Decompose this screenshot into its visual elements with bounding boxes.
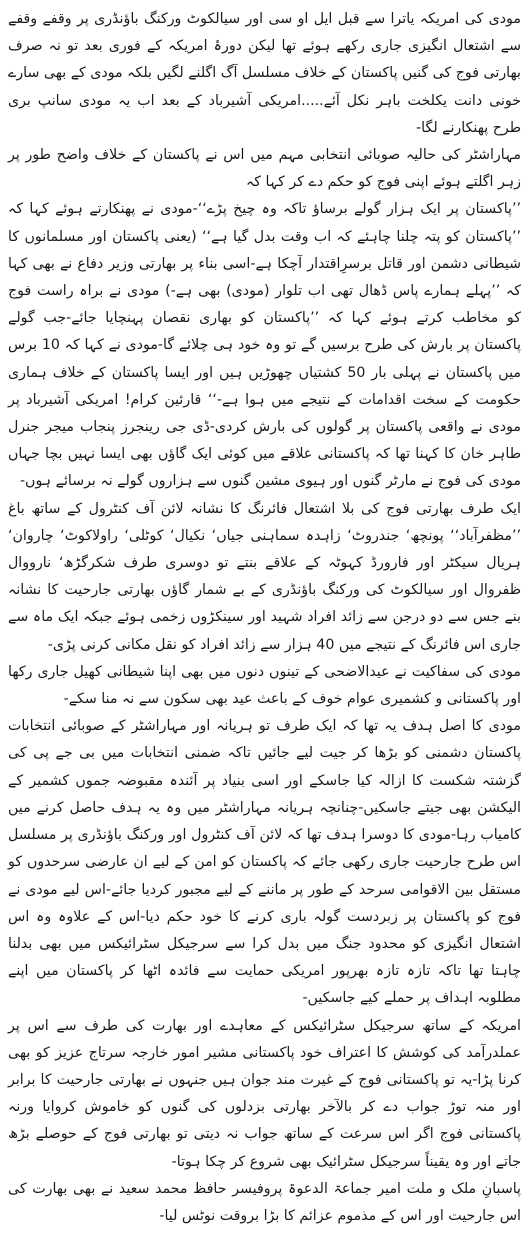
article-paragraph: مودی کا اصل ہدف یہ تھا کہ ایک طرف تو ہریانہ اور مہاراشٹر کے صوبائی انتخابات پاکستان دشمنی کو بڑھا کر جیت لیے جائیں تاکہ ضمنی انتخابات میں بی جے پی کی گزشتہ شکست کا ازالہ کیا جاسکے اور اسی بنیاد پر آئندہ مقبوضہ جموں کشمیر کے الیکشن بھی جیتے جاسکیں-چنانچہ ہریانہ مہاراشٹر میں وہ یہ ہدف حاصل کرنے میں کامیاب رہا-مودی کا دوسرا ہدف تھا کہ لائن آف کنٹرول اور ورکنگ باؤنڈری پر مسلسل اس طرح جارحیت جاری رکھی جائے کہ پاکستان کو امن کے لیے ان عارضی سرحدوں کو مستقل بین الاقوامی سرحد کے طور پر ماننے کے لیے مجبور کردیا جائے-اس لیے مودی نے فوج کو پاکستان پر زبردست گولہ باری کرنے کا خود حکم دیا-اس کے علاوہ وہ اس اشتعال انگیزی کو محدود جنگ میں بدل کرا سے سرجیکل سٹرائیکس میں بھی بدلنا چاہتا تھا تاکہ تازہ تازہ بھرپور امریکی حمایت سے فائدہ اٹھا کر پاکستان میں اپنے مطلوبہ اہداف پر حملے کیے جاسکیں- <box>8 718 521 1007</box>
article-paragraph: ’’پاکستان پر ایک ہزار گولے برساؤ تاکہ وہ چیخ پڑے‘‘-مودی نے پھنکارتے ہوئے کہا کہ ’’پاکستان کو پتہ چلنا چاہئے کہ اب وقت بدل گیا ہے‘‘ (یعنی پاکستان اور مسلمانوں کا شیطانی دشمن اور قاتل برسرِاقتدار آچکا ہے-اسی بناء پر بھارتی وزیر دفاع نے بھی کہا کہ ’’پہلے ہمارے پاس ڈھال تھی اب تلوار (مودی) بھی ہے-) مودی نے براہ راست فوج کو مخاطب کرتے ہوئے کہا کہ ’’پاکستان کو بھاری نقصان پہنچایا جائے-جب گولے پاکستان پر بارش کی طرح برسیں گے تو وہ خود ہی چلائے گا-مودی نے کہا کہ 10 برس میں پاکستان نے پہلی بار 50 کشتیاں چھوڑیں ہیں اور ایسا پاکستان کے خلاف ہماری حکومت کے سخت اقدامات کے نتیجے میں ہوا ہے-‘‘ قارئین کرام! امریکی آشیرباد پر مودی نے واقعی پاکستان پر گولوں کی بارش کردی-ڈی جی رینجرز پنجاب میجر جنرل طاہر خان کا کہنا تھا کہ پاکستانی علاقے میں کوئی ایک گاؤں بھی ایسا نہیں بچا جہاں مودی کی فوج نے مارٹر گنوں اور ہیوی مشین گنوں سے ہزاروں گولے نہ برسائے ہوں- <box>8 201 522 490</box>
article-paragraph: مودی کی امریکہ یاترا سے قبل ایل او سی اور سیالکوٹ ورکنگ باؤنڈری پر وقفے وقفے سے اشتعال انگیزی جاری رکھے ہوئے تھا لیکن دورۂ امریکہ کے فوری بعد تو نہ صرف بھارتی فوج کی گنیں پاکستان کے خلاف مسلسل آگ اگلنے لگیں بلکہ مودی کے بھی سارے خونی دانت یکلخت باہر نکل آئے.....امریکی آشیرباد کے بعد اب یہ مودی سانپ بری طرح پھنکارنے لگا- <box>8 11 521 136</box>
article-paragraph: امریکہ کے ساتھ سرجیکل سٹرائیکس کے معاہدے اور بھارت کی طرف سے اس پر عملدرآمد کی کوشش کا اعتراف خود پاکستانی مشیر امور خارجہ سرتاج عزیز کو بھی کرنا پڑا-یہ تو پاکستانی فوج کے غیرت مند جوان ہیں جنہوں نے بھارتی جارحیت کا برابر اور منہ توڑ جواب دے کر بالآخر بھارتی بزدلوں کی گنوں کو خاموش کروایا ورنہ پاکستانی فوج اگر اس سرعت کے ساتھ جواب نہ دیتی تو بھارتی فوج کے حوصلے بڑھ جاتے اور وہ یقیناً سرجیکل سٹرائیک بھی شروع کر چکا ہوتا- <box>8 1017 521 1170</box>
article-paragraph: مہاراشٹر کی حالیہ صوبائی انتخابی مہم میں اس نے پاکستان کے خلاف واضح طور پر زہر اگلتے ہوئے اپنی فوج کو حکم دے کر کہا کہ <box>8 147 521 191</box>
article-paragraph: پاسبانِ ملک و ملت امیر جماعۃ الدعوۃ پروفیسر حافظ محمد سعید نے بھی بھارت کی اس جارحیت اور اس کے مذموم عزائم کا بڑا بروقت نوٹس لیا- <box>8 1180 521 1224</box>
article-paragraph: ایک طرف بھارتی فوج کی بلا اشتعال فائرنگ کا نشانہ لائن آف کنٹرول کے ساتھ باغ ’’مظفرآباد‘‘ پونچھ‘ جندروٹ‘ زاہدہ سماہنی جیاں‘ نکیال‘ کوٹلی‘ راولاکوٹ‘ چاروان‘ ہریال سیکٹر اور فارورڈ کہوٹہ کے علاقے بنتے تو دوسری طرف شکرگڑھ‘ نارووال ظفروال اور سیالکوٹ کی ورکنگ باؤنڈری کے بے شمار گاؤں بھارتی جارحیت کا نشانہ بنے جس سے دو درجن سے زائد افراد شہید اور سینکڑوں زخمی ہوئے جبکہ ایک ماہ سے جاری اس فائرنگ کے نتیجے میں 40 ہزار سے زائد افراد کو نقل مکانی کرنی پڑی- <box>8 500 521 653</box>
article-paragraph: مودی کی سفاکیت نے عیدالاضحی کے تینوں دنوں میں بھی اپنا شیطانی کھیل جاری رکھا اور پاکستانی و کشمیری عوام خوف کے باعث عید بھی سکون سے نہ منا سکے- <box>8 663 521 708</box>
